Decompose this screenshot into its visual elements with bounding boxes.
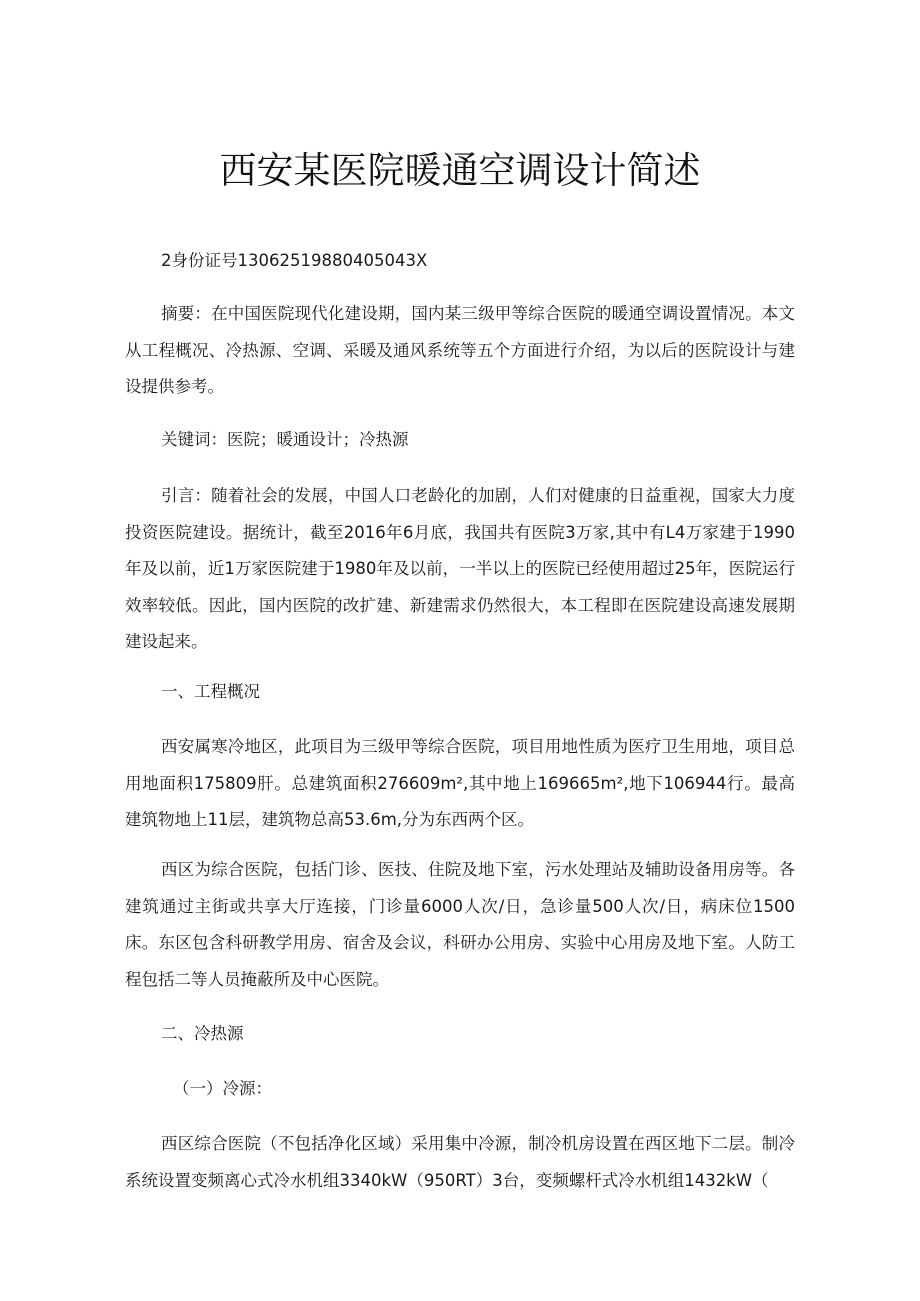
keywords-line: 关键词：医院；暖通设计；冷热源 xyxy=(161,430,409,449)
section-2-paragraph-1: 西区综合医院（不包括净化区域）采用集中冷源，制冷机房设置在西区地下二层。制冷系统设置变频离心式冷水机组3340kW（950RT）3台，变频螺杆式冷水机组1432kW（ xyxy=(125,1134,795,1190)
subsection-cold-source-heading: （一）冷源： xyxy=(173,1079,272,1098)
document-title: 西安某医院暖通空调设计简述 xyxy=(219,149,701,192)
introduction-paragraph: 引言：随着社会的发展，中国人口老龄化的加剧，人们对健康的日益重视，国家大力度投资医院建设。据统计，截至2016年6月底，我国共有医院3万家,其中有L4万家建于1990年及以前，近1万家医院建于1980年及以前，一半以上的医院已经使用超过25年，医院运行效率较低。因此，国内医院的改扩建、新建需求仍然很大，本工程即在医院建设高速发展期建设起来。 xyxy=(125,486,795,652)
section-1-heading: 一、工程概况 xyxy=(161,682,260,701)
id-number-line: 2身份证号130625198804050​43X xyxy=(161,251,428,270)
section-1-paragraph-2: 西区为综合医院，包括门诊、医技、住院及地下室，污水处理站及辅助设备用房等。各建筑通过主街或共享大厅连接，门诊量6000人次/日，急诊量500人次/日，病床位1500床。东区包含科研教学用房、宿舍及会议，科研办公用房、实验中心用房及地下室。人防工程包括二等人员掩蔽所及中心医院。 xyxy=(125,860,795,989)
section-1-paragraph-1: 西安属寒冷地区，此项目为三级甲等综合医院，项目用地性质为医疗卫生用地，项目总用地面积175809肝。总建筑面积276609m²,其中地上169665m²,地下106944行。最高建筑物地上11层，建筑物总高53.6m,分为东西两个区。 xyxy=(125,737,795,830)
section-2-heading: 二、冷热源 xyxy=(161,1024,244,1043)
abstract-paragraph: 摘要：在中国医院现代化建设期，国内某三级甲等综合医院的暖通空调设置情况。本文从工程概况、冷热源、空调、采暖及通风系统等五个方面进行介绍，为以后的医院设计与建设提供参考。 xyxy=(125,304,795,397)
